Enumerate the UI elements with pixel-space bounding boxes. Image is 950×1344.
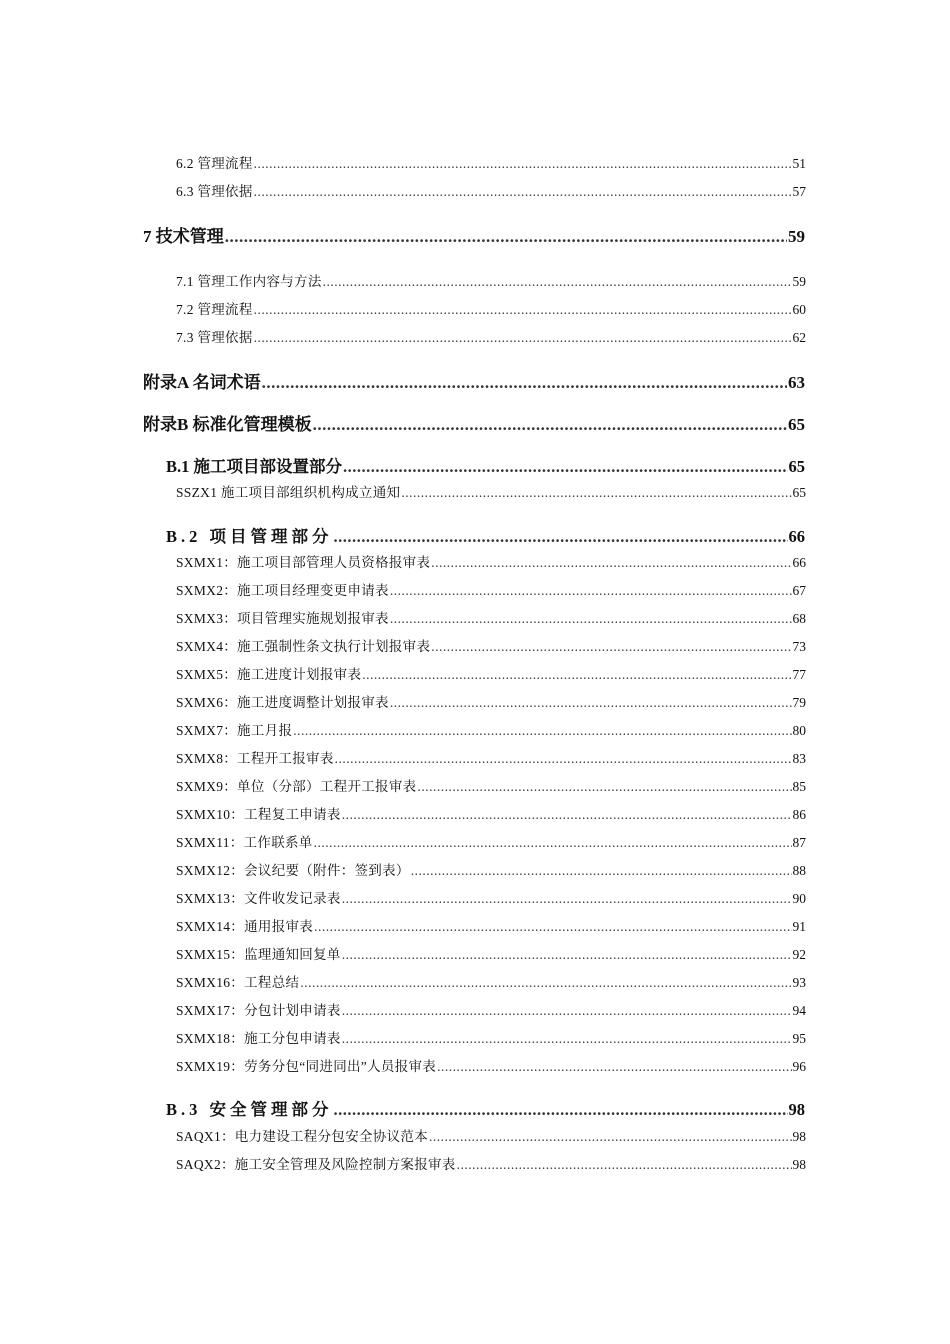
toc-entry[interactable] [176,775,806,795]
toc-leader-dots [362,667,791,683]
toc-entry-title: SXMX6：施工进度调整计划报审表 [176,695,389,710]
toc-entry-title: SXMX17：分包计划申请表 [176,1003,341,1018]
toc-entry[interactable] [176,943,806,963]
toc-entry-page: 65 [788,415,805,434]
toc-entry-title: 附录A 名词术语 [143,373,261,392]
toc-entry-page: 66 [788,527,805,546]
toc-entry-title: SXMX5：施工进度计划报审表 [176,667,362,682]
toc-entry[interactable] [176,635,806,655]
toc-leader-dots [390,611,792,627]
toc-leader-dots [254,302,792,318]
toc-entry-title: SXMX16：工程总结 [176,975,300,990]
toc-entry[interactable] [176,1027,806,1047]
toc-entry-title: 7.2 管理流程 [176,302,253,317]
toc-leader-dots [342,807,792,823]
toc-entry-page: 59 [792,274,806,289]
toc-leader-dots [390,695,792,711]
toc-entry-page: 85 [792,779,806,794]
toc-section-entry[interactable] [166,1096,805,1120]
toc-entry[interactable] [176,551,806,571]
toc-leader-dots [343,457,787,477]
toc-entry-page: 98 [792,1129,806,1144]
toc-leader-dots [429,1129,791,1145]
toc-entry-page: 68 [792,611,806,626]
toc-entry[interactable] [176,1125,806,1145]
toc-entry-title: 6.3 管理依据 [176,184,253,199]
toc-section-entry[interactable] [166,453,805,477]
toc-entry-title: 7 技术管理 [143,227,224,246]
toc-entry[interactable] [176,579,806,599]
toc-leader-dots [225,227,787,247]
toc-leader-dots [417,779,791,795]
toc-entry-page: 67 [792,583,806,598]
toc-leader-dots [342,1003,792,1019]
toc-entry-title: SXMX18：施工分包申请表 [176,1031,341,1046]
toc-leader-dots [334,1100,788,1120]
toc-entry-title: SXMX1：施工项目部管理人员资格报审表 [176,555,431,570]
toc-entry-title: SXMX19：劳务分包“同进同出”人员报审表 [176,1059,437,1074]
toc-entry-page: 66 [792,555,806,570]
toc-entry-title: B.1 施工项目部设置部分 [166,457,343,476]
toc-entry-title: 6.2 管理流程 [176,156,253,171]
toc-entry-title: SXMX10：工程复工申请表 [176,807,341,822]
toc-leader-dots [254,156,792,172]
toc-leader-dots [342,891,792,907]
toc-entry[interactable] [176,270,806,290]
toc-entry-title: SXMX3：项目管理实施规划报审表 [176,611,389,626]
toc-entry-page: 83 [792,751,806,766]
toc-entry-title: B.3 安全管理部分 [166,1100,333,1119]
toc-entry[interactable] [176,999,806,1019]
toc-leader-dots [262,373,787,393]
toc-entry[interactable] [176,831,806,851]
toc-entry-page: 51 [792,156,806,171]
toc-leader-dots [323,274,792,290]
toc-entry-title: SAQX2：施工安全管理及风险控制方案报审表 [176,1157,456,1172]
toc-entry-title: 附录B 标准化管理模板 [143,415,312,434]
toc-entry-title: SXMX8：工程开工报审表 [176,751,334,766]
toc-entry-page: 65 [788,457,805,476]
toc-leader-dots [401,485,791,501]
toc-entry-title: SXMX2：施工项目经理变更申请表 [176,583,389,598]
toc-entry-page: 63 [788,373,805,392]
toc-entry[interactable] [176,747,806,767]
toc-entry[interactable] [176,663,806,683]
toc-leader-dots [390,583,792,599]
toc-leader-dots [254,184,792,200]
toc-entry-title: SXMX4：施工强制性条文执行计划报审表 [176,639,431,654]
toc-entry-page: 93 [792,975,806,990]
toc-entry-page: 77 [792,667,806,682]
toc-entry-page: 60 [792,302,806,317]
toc-entry-page: 86 [792,807,806,822]
toc-leader-dots [314,835,792,851]
toc-entry-page: 92 [792,947,806,962]
toc-leader-dots [431,555,791,571]
toc-entry-page: 88 [792,863,806,878]
toc-entry-title: SXMX11：工作联系单 [176,835,313,850]
toc-entry-page: 87 [792,835,806,850]
toc-leader-dots [342,947,792,963]
toc-entry-page: 91 [792,919,806,934]
toc-leader-dots [411,863,792,879]
toc-entry-page: 95 [792,1031,806,1046]
toc-chapter-entry[interactable] [143,222,805,247]
toc-entry[interactable] [176,859,806,879]
toc-entry-page: 90 [792,891,806,906]
toc-entry-title: SAQX1：电力建设工程分包安全协议范本 [176,1129,429,1144]
toc-entry-title: SXMX14：通用报审表 [176,919,314,934]
toc-chapter-entry[interactable] [143,368,805,393]
toc-entry[interactable] [176,326,806,346]
toc-entry[interactable] [176,481,806,501]
toc-section-entry[interactable] [166,523,805,547]
toc-entry[interactable] [176,180,806,200]
toc-entry-page: 98 [788,1100,805,1119]
toc-leader-dots [457,1157,792,1173]
toc-entry[interactable] [176,719,806,739]
toc-entry-title: SXMX7：施工月报 [176,723,293,738]
toc-leader-dots [300,975,791,991]
toc-entry-page: 98 [792,1157,806,1172]
toc-entry-title: SXMX13：文件收发记录表 [176,891,341,906]
toc-entry-title: 7.1 管理工作内容与方法 [176,274,322,289]
toc-leader-dots [314,919,791,935]
toc-entry[interactable] [176,152,806,172]
toc-entry[interactable] [176,915,806,935]
toc-leader-dots [254,330,792,346]
toc-entry-title: B.2 项目管理部分 [166,527,333,546]
toc-entry-page: 79 [792,695,806,710]
toc-entry-page: 96 [792,1059,806,1074]
toc-chapter-entry[interactable] [143,410,805,435]
toc-entry[interactable] [176,803,806,823]
toc-entry-page: 94 [792,1003,806,1018]
toc-entry-title: SSZX1 施工项目部组织机构成立通知 [176,485,401,500]
toc-leader-dots [431,639,791,655]
toc-entry-page: 73 [792,639,806,654]
toc-leader-dots [313,415,787,435]
toc-entry-page: 62 [792,330,806,345]
toc-entry[interactable] [176,1055,806,1075]
toc-entry-page: 80 [792,723,806,738]
toc-entry[interactable] [176,887,806,907]
toc-leader-dots [335,751,792,767]
toc-entry[interactable] [176,691,806,711]
toc-entry[interactable] [176,1153,806,1173]
toc-entry[interactable] [176,971,806,991]
toc-leader-dots [342,1031,792,1047]
toc-entry-page: 59 [788,227,805,246]
toc-entry[interactable] [176,607,806,627]
toc-entry-title: SXMX9：单位（分部）工程开工报审表 [176,779,417,794]
toc-entry-title: 7.3 管理依据 [176,330,253,345]
toc-entry[interactable] [176,298,806,318]
toc-leader-dots [334,527,788,547]
toc-entry-page: 65 [792,485,806,500]
toc-leader-dots [293,723,791,739]
toc-entry-title: SXMX12：会议纪要（附件：签到表） [176,863,410,878]
toc-entry-page: 57 [792,184,806,199]
toc-entry-title: SXMX15：监理通知回复单 [176,947,341,962]
toc-leader-dots [437,1059,791,1075]
